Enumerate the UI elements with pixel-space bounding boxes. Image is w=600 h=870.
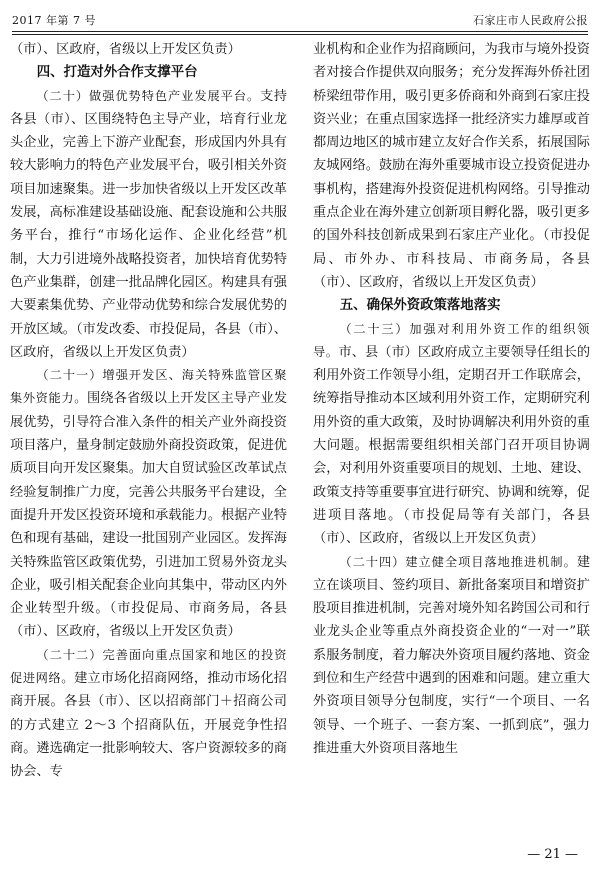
paragraph-20-lead: （二十）做强优势特色产业发展平台。	[36, 88, 261, 103]
paragraph-22-lead: （二十二）完善面向重点国家和地区的投资促进网络。	[10, 647, 287, 686]
paragraph-24	[313, 551, 590, 761]
paragraph-23	[313, 318, 590, 551]
paragraph-22	[10, 644, 287, 784]
paragraph-20	[10, 85, 287, 365]
section-heading-5: 五、确保外资政策落地落实	[339, 298, 501, 314]
paragraph-21	[10, 364, 287, 644]
paragraph-21-body: 围绕各省级以上开发区主导产业发展优势，引导符合准入条件的相关产业外商投资项目落户，量身制定鼓励外商投资政策，促进优质项目向开发区聚集。加大自贸试验区改革试点经验复制推广力度，完善公共服务平台建设，全面提升开发区投资环境和承载能力。根据产业特色和现有基础，建设一批国别产业园区。发挥海关特殊监管区政策优势，引进加工贸易外资龙头企业，吸引相关配套企业向其集中，带动区内外企业转型升级。（市投促局、市商务局，各县（市）、区政府，省级以上开发区负责）	[10, 391, 288, 640]
section-heading-4: 四、打造对外合作支撑平台	[36, 65, 198, 81]
left-column	[10, 38, 287, 784]
paragraph-continued: （市）、区政府，省级以上开发区负责）	[10, 42, 241, 57]
paragraph-23-body: 市、县（市）区政府成立主要领导任组长的利用外资工作领导小组，定期召开工作联席会，统筹指导推动本区域利用外资工作，定期研究利用外资的重大政策，及时协调解决利用外资的重大问题。根据需要组织相关部门召开项目协调会，对利用外资重要项目的规划、土地、建设、政策支持等重要事宜进行研究、协调和统筹，促进项目落地。（市投促局等有关部门，各县（市）、区政府，省级以上开发区负责）	[313, 344, 591, 547]
right-column	[313, 38, 590, 760]
publication-title: 石家庄市人民政府公报	[473, 14, 588, 27]
paragraph-23-lead: （二十三）加强对利用外资工作的组织领导。	[313, 321, 590, 359]
paragraph-24-lead: （二十四）建立健全项目落地推进机制。	[339, 554, 577, 569]
paragraph-20-body: 支持各县（市）、区围绕特色主导产业，培育行业龙头企业，完善上下游产业配套，形成国内外具有较大影响力的特色产业发展平台，吸引相关外资项目加速聚集。进一步加快省级以上开发区改革发展，高标准建设基础设施、配套设施和公共服务平台，推行“市场化运作、企业化经营”机制，大力引进境外战略投资者，加快培育优势特色产业集群，创建一批品牌化园区。构建具有强大要素集优势、产业带动优势和综合发展优势的开放区域。（市发改委、市投促局，各县（市）、区政府，省级以上开发区负责）	[10, 88, 288, 360]
page-header	[12, 8, 588, 32]
issue-number: 2017 年第 7 号	[12, 14, 96, 27]
paragraph-21-lead: （二十一）增强开发区、海关特殊监管区聚集外资能力。	[10, 368, 287, 406]
paragraph-24-body: 建立在谈项目、签约项目、新批备案项目和增资扩股项目推进机制，完善对境外知名跨国公司和行业龙头企业等重点外商投资企业的“一对一”联系服务制度，着力解决外资项目履约落地、资金到位和生产经营中遇到的困难和问题。建立重大外资项目领导分包制度，实行“一个项目、一名领导、一个班子、一套方案、一抓到底”，强力推进重大外资项目落地生	[313, 554, 590, 756]
paragraph-22-body: 建立市场化招商网络，推动市场化招商开展。各县（市）、区以招商部门＋招商公司的方式建立 2～3 个招商队伍，开展竞争性招商。遴选确定一批影响较大、客户资源较多的商协会、专	[10, 671, 287, 780]
paragraph-22-continued: 业机构和企业作为招商顾问，为我市与境外投资者对接合作提供双向服务；充分发挥海外侨社团桥梁纽带作用，吸引更多侨商和外商到石家庄投资兴业；在重点国家选择一批经济实力雄厚或首都周边地区的城市建立友好合作关系，拓展国际友城网络。鼓励在海外重要城市设立投资促进办事机构，搭建海外投资促进机构网络。引导推动重点企业在海外建立创新项目孵化器，吸引更多的国外科技创新成果到石家庄产业化。（市投促局、市外办、市科技局、市商务局，各县（市）、区政府，省级以上开发区负责）	[313, 42, 590, 290]
header-rule	[12, 34, 588, 35]
page-number: — 21 —	[527, 847, 578, 862]
